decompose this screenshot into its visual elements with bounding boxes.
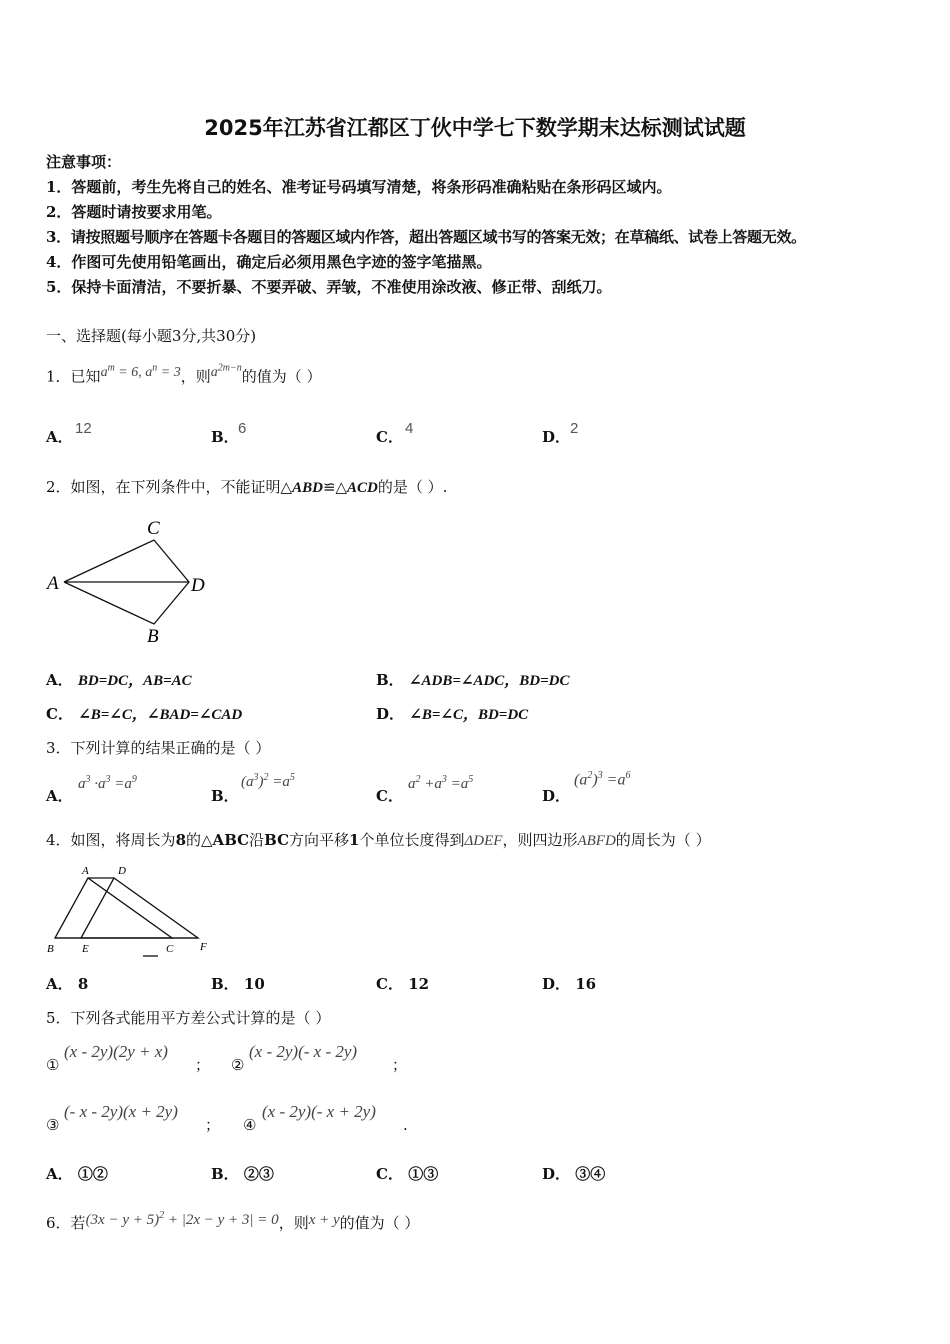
option-b[interactable]: B． ∠ADB=∠ADC，BD=DC — [376, 671, 570, 689]
label-c: C — [147, 518, 160, 539]
label-b: B — [47, 943, 54, 955]
page-title: 2025年江苏省江都区丁伙中学七下数学期末达标测试试题 — [204, 116, 746, 140]
label-f: F — [200, 941, 207, 953]
question-number: 1． — [46, 367, 71, 386]
item-2-expr: (x - 2y)(- x - 2y) — [249, 1042, 358, 1061]
option-d[interactable]: D． — [542, 428, 571, 446]
translation-figure — [44, 860, 219, 960]
option-b[interactable]: B． — [211, 428, 239, 446]
option-b-value: 6 — [238, 420, 247, 437]
option-b[interactable]: B． 10 — [211, 975, 265, 993]
question-2: 2．如图，在下列条件中，不能证明△ABD≌△ACD的是（ ）. — [46, 478, 448, 496]
label-d: D — [118, 865, 126, 877]
notice-heading: 注意事项： — [46, 153, 122, 171]
option-b[interactable]: B． — [211, 787, 239, 805]
item-3-expr: (- x - 2y)(x + 2y) — [64, 1102, 178, 1121]
option-c[interactable]: C． ①③ — [376, 1165, 439, 1183]
item-3-mark: ③ — [46, 1116, 60, 1134]
math-condition: $a^m = 6$, $a^n = 3$ — [100, 362, 181, 380]
option-b-math: $(a^3)^2 =a^5$ — [241, 772, 295, 790]
label-a: A — [47, 573, 59, 594]
question-4: 4．如图，将周长为8的△ABC沿BC方向平移1个单位长度得到ΔDEF，则四边形ABFD的周长为（ ） — [46, 831, 711, 849]
notice-item: 5．保持卡面清洁，不要折暴、不要弄破、弄皱，不准使用涂改液、修正带、刮纸刀。 — [46, 278, 612, 296]
question-6: 6．若$(3x - y + 5)^2 + |2x - y + 3| = 0$，则x + y的值为（ ） — [46, 1210, 420, 1232]
option-d[interactable]: D． ∠B=∠C，BD=DC — [376, 705, 529, 723]
math-expression: $a^{2m-n}$ — [210, 362, 242, 380]
item-4-expr: (x - 2y)(- x + 2y) — [262, 1102, 376, 1121]
question-number: 2． — [46, 478, 71, 496]
option-d[interactable]: D． ③④ — [542, 1165, 606, 1183]
label-a: A — [82, 865, 89, 877]
label-e: E — [82, 943, 89, 955]
option-b[interactable]: B． ②③ — [211, 1165, 274, 1183]
option-c[interactable]: C． ∠B=∠C，∠BAD=∠CAD — [46, 705, 243, 723]
notice-item: 2．答题时请按要求用笔。 — [46, 203, 222, 221]
question-1: 1．已知$a^m = 6$, $a^n = 3$，则$a^{2m-n}$的值为（ ） — [46, 362, 322, 386]
label-b: B — [147, 626, 159, 647]
item-4-mark: ④ — [243, 1116, 257, 1134]
option-a-value: 12 — [75, 420, 92, 437]
option-a[interactable]: A． — [46, 428, 73, 446]
section-heading: 一、选择题(每小题3分,共30分) — [46, 327, 257, 345]
item-2-mark: ② — [231, 1056, 245, 1074]
option-d-math: $(a^2)^3 =a^6$ — [574, 770, 631, 789]
option-c-value: 4 — [405, 420, 414, 437]
option-a-math: $a^3 \cdot a^3 =a^9$ — [78, 774, 137, 792]
notice-item: 4．作图可先使用铅笔画出，确定后必须用黑色字迹的签字笔描黑。 — [46, 253, 492, 271]
option-a[interactable]: A． — [46, 787, 73, 805]
quadrilateral-figure — [44, 512, 224, 647]
notice-item: 3．请按照题号顺序在答题卡各题目的答题区域内作答，超出答题区域书写的答案无效；在草稿纸、试卷上答题无效。 — [46, 228, 806, 246]
question-text: 已知 — [70, 367, 101, 386]
math-expression: $(3x - y + 5)^2 + |2x - y + 3| = 0$ — [85, 1210, 279, 1228]
option-c-math: $a^2 +a^3 =a^5$ — [408, 774, 474, 792]
label-d: D — [191, 575, 205, 596]
option-a[interactable]: A． BD=DC，AB=AC — [46, 671, 192, 689]
option-d-value: 2 — [570, 420, 579, 437]
item-1-mark: ① — [46, 1056, 60, 1074]
option-c[interactable]: C． 12 — [376, 975, 430, 993]
label-c: C — [166, 943, 174, 955]
figure-lines — [64, 540, 189, 624]
option-a[interactable]: A． ①② — [46, 1165, 108, 1183]
option-d[interactable]: D． 16 — [542, 975, 597, 993]
option-a[interactable]: A． 8 — [46, 975, 89, 993]
triangle-abc — [55, 878, 172, 938]
item-1-expr: (x - 2y)(2y + x) — [64, 1042, 168, 1061]
option-d[interactable]: D． — [542, 787, 571, 805]
option-c[interactable]: C． — [376, 428, 403, 446]
triangle-def — [81, 878, 198, 938]
question-5: 5．下列各式能用平方差公式计算的是（ ） — [46, 1009, 331, 1027]
option-c[interactable]: C． — [376, 787, 403, 805]
notice-item: 1．答题前，考生先将自己的姓名、准考证号码填写清楚，将条形码准确粘贴在条形码区域内。 — [46, 178, 672, 196]
question-3: 3．下列计算的结果正确的是（ ） — [46, 739, 271, 757]
